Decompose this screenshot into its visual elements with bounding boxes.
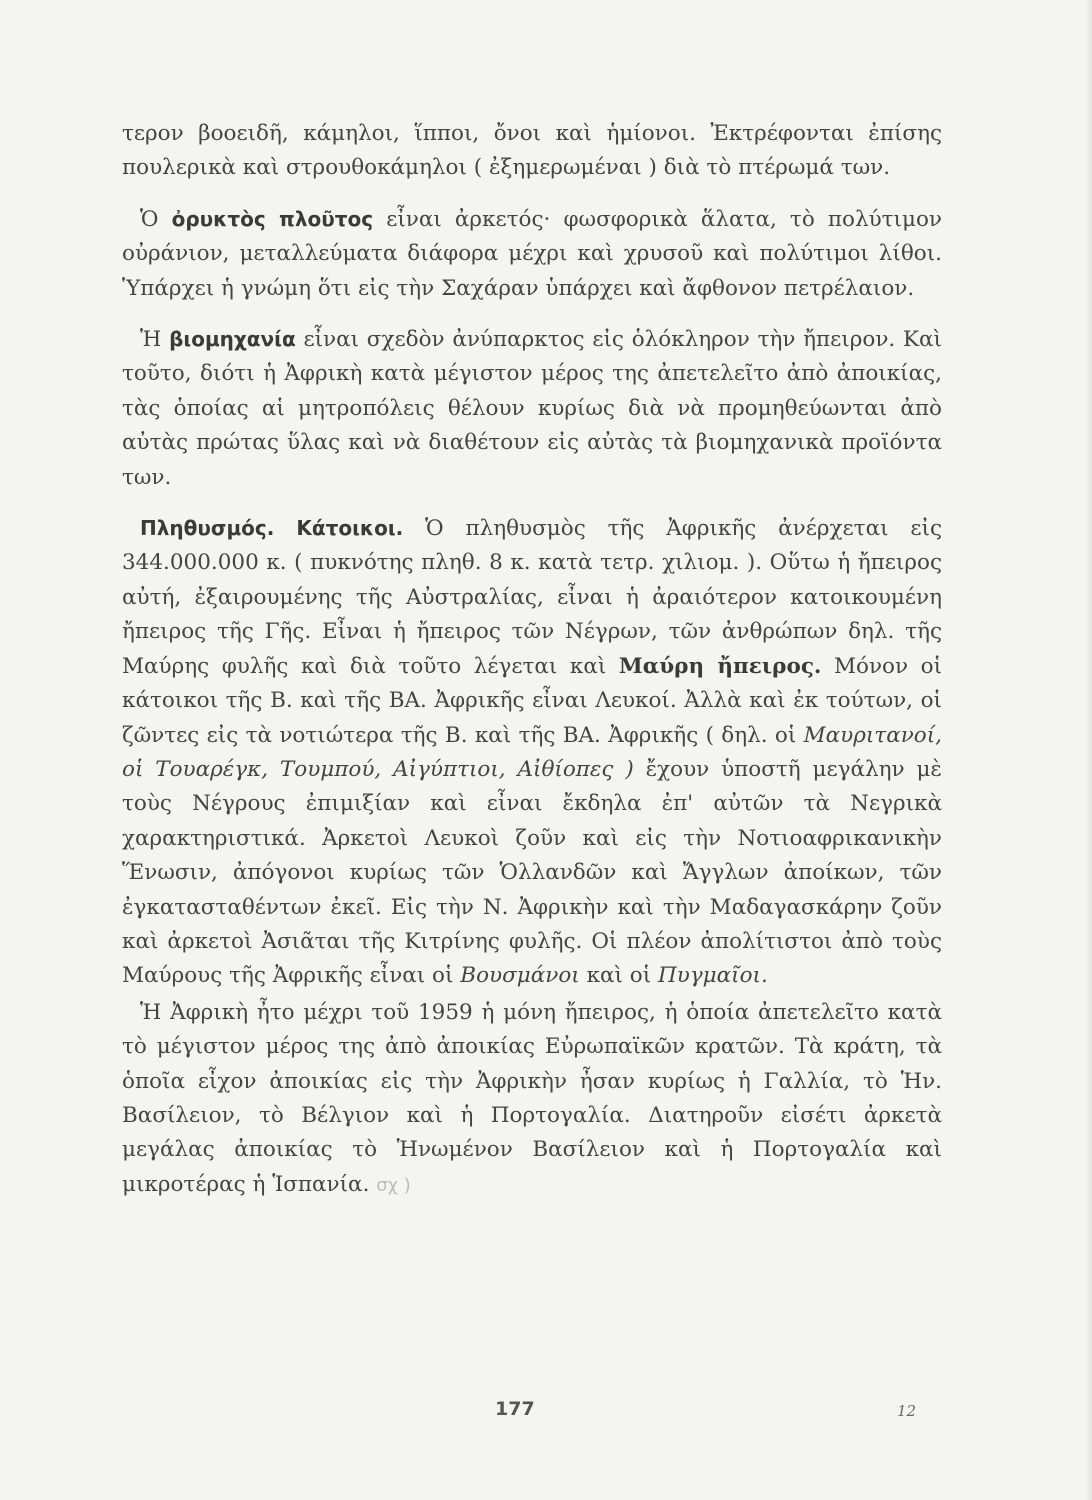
paragraph-text: Μόνον οἱ κάτοικοι τῆς Β. καὶ τῆς ΒΑ. Ἀφρικῆς εἶναι Λευκοί. Ἀλλὰ καὶ ἐκ τούτων, οἱ ζῶντες εἰς τὰ νοτιώτερα τῆς Β. καὶ τῆς ΒΑ. Ἀφρικῆς ( δηλ. οἱ bbox=[122, 653, 942, 748]
paragraph-mineral-wealth bbox=[122, 202, 942, 306]
emphasis-black-continent: Μαύρη ἤπειρος. bbox=[618, 653, 822, 679]
page-number: 177 bbox=[495, 1398, 535, 1420]
page-edge bbox=[1086, 0, 1092, 1500]
heading-industry: βιομηχανία bbox=[169, 327, 296, 352]
italic-bushmen: Βουσμάνοι bbox=[460, 963, 580, 989]
paragraph-lead: Ὁ bbox=[140, 206, 159, 232]
heading-mineral-wealth: ὀρυκτὸς πλοῦτος bbox=[171, 206, 374, 231]
paragraph-industry bbox=[122, 322, 942, 495]
paragraph-text: Ὁ πληθυσμὸς τῆς Ἀφρικῆς ἀνέρχεται εἰς 344.000.000 κ. ( πυκνότης πληθ. 8 κ. κατὰ τετρ. χιλιομ. ). Οὕτω ἡ ἤπειρος αὐτή, ἐξαιρουμένης τῆς Αὐστραλίας, εἶναι ἡ ἀραιότερον κατοικουμένη ἤπειρος τῆς Γῆς. Εἶναι ἡ ἤπειρος τῶν Νέγρων, τῶν ἀνθρώπων δηλ. τῆς Μαύρης φυλῆς καὶ διὰ τοῦτο λέγεται καὶ bbox=[122, 516, 943, 679]
paragraph-colonies bbox=[122, 996, 942, 1203]
paragraph-text: ἔχουν ὑποστῆ μεγάλην μὲ τοὺς Νέγρους ἐπιμιξίαν καὶ εἶναι ἔκδηλα ἐπ' αὐτῶν τὰ Νεγρικὰ χαρακτηριστικά. Ἀρκετοὶ Λευκοὶ ζοῦν καὶ εἰς τὴν Νοτιοαφρικανικὴν Ἕνωσιν, ἀπόγονοι κυρίως τῶν Ὁλλανδῶν καὶ Ἄγγλων ἀποίκων, τῶν ἐγκατασταθέντων ἐκεῖ. Εἰς τὴν Ν. Ἀφρικὴν καὶ τὴν Μαδαγασκάρην ζοῦν καὶ ἀρκετοὶ Ἀσιᾶται τῆς Κιτρίνης φυλῆς. Οἱ πλέον ἀπολίτιστοι ἀπὸ τοὺς Μαύρους τῆς Ἀφρικῆς εἶναι οἱ bbox=[122, 756, 942, 989]
heading-population: Πληθυσμός. Κάτοικοι. bbox=[140, 516, 404, 541]
italic-pygmies: Πυγμαῖοι. bbox=[658, 963, 768, 989]
body-text bbox=[122, 117, 942, 1203]
paragraph-livestock bbox=[122, 117, 942, 186]
italic-peoples: Μαυριτανοί, οἱ Τουαρέγκ, Τουμπού, Αἰγύπτιοι, Αἰθίοπες ) bbox=[122, 722, 942, 782]
paragraph-text: εἶναι σχεδὸν ἀνύπαρκτος εἰς ὁλόκληρον τὴν ἤπειρον. Καὶ τοῦτο, διότι ἡ Ἀφρικὴ κατὰ μέγιστον μέρος της ἀπετελεῖτο ἀπὸ ἀποικίας, τὰς ὁποίας αἱ μητροπόλεις θέλουν κυρίως διὰ νὰ προμηθεύωνται ἀπὸ αὐτὰς πρώτας ὕλας καὶ νὰ διαθέτουν εἰς αὐτὰς τὰ βιομηχανικὰ προϊόντα των. bbox=[122, 327, 942, 490]
paragraph-text: Ἡ Ἀφρικὴ ἦτο μέχρι τοῦ 1959 ἡ μόνη ἤπειρος, ἡ ὁποία ἀπετελεῖτο κατὰ τὸ μέγιστον μέρος της ἀπὸ ἀποικίας Εὐρωπαϊκῶν κρατῶν. Τὰ κράτη, τὰ ὁποῖα εἶχον ἀποικίας εἰς τὴν Ἀφρικὴν ἦσαν κυρίως ἡ Γαλλία, τὸ Ἡν. Βασίλειον, τὸ Βέλγιον καὶ ἡ Πορτογαλία. Διατηροῦν εἰσέτι ἀρκετὰ μεγάλας ἀποικίας τὸ Ἡνωμένον Βασίλειον καὶ ἡ Πορτογαλία καὶ μικροτέρας ἡ Ἱσπανία. bbox=[122, 999, 942, 1197]
signature-mark: 12 bbox=[897, 1402, 917, 1420]
paragraph-text: τερον βοοειδῆ, κάμηλοι, ἵπποι, ὄνοι καὶ ἡμίονοι. Ἐκτρέφονται ἐπίσης πουλερικὰ καὶ στρουθοκάμηλοι ( ἐξημερωμέναι ) διὰ τὸ πτέρωμά των. bbox=[122, 121, 942, 181]
paragraph-text: καὶ οἱ bbox=[586, 963, 652, 989]
paragraph-text: εἶναι ἀρκετός· φωσφορικὰ ἅλατα, τὸ πολύτιμον οὐράνιον, μεταλλεύματα διάφορα μέχρι καὶ χρυσοῦ καὶ πολύτιμοι λίθοι. Ὑπάρχει ἡ γνώμη ὅτι εἰς τὴν Σαχάραν ὑπάρχει καὶ ἄφθονον πετρέλαιον. bbox=[122, 206, 942, 301]
handwritten-mark: σχ ) bbox=[376, 1174, 411, 1196]
paragraph-lead: Ἡ bbox=[140, 327, 162, 353]
paragraph-population bbox=[122, 511, 942, 994]
